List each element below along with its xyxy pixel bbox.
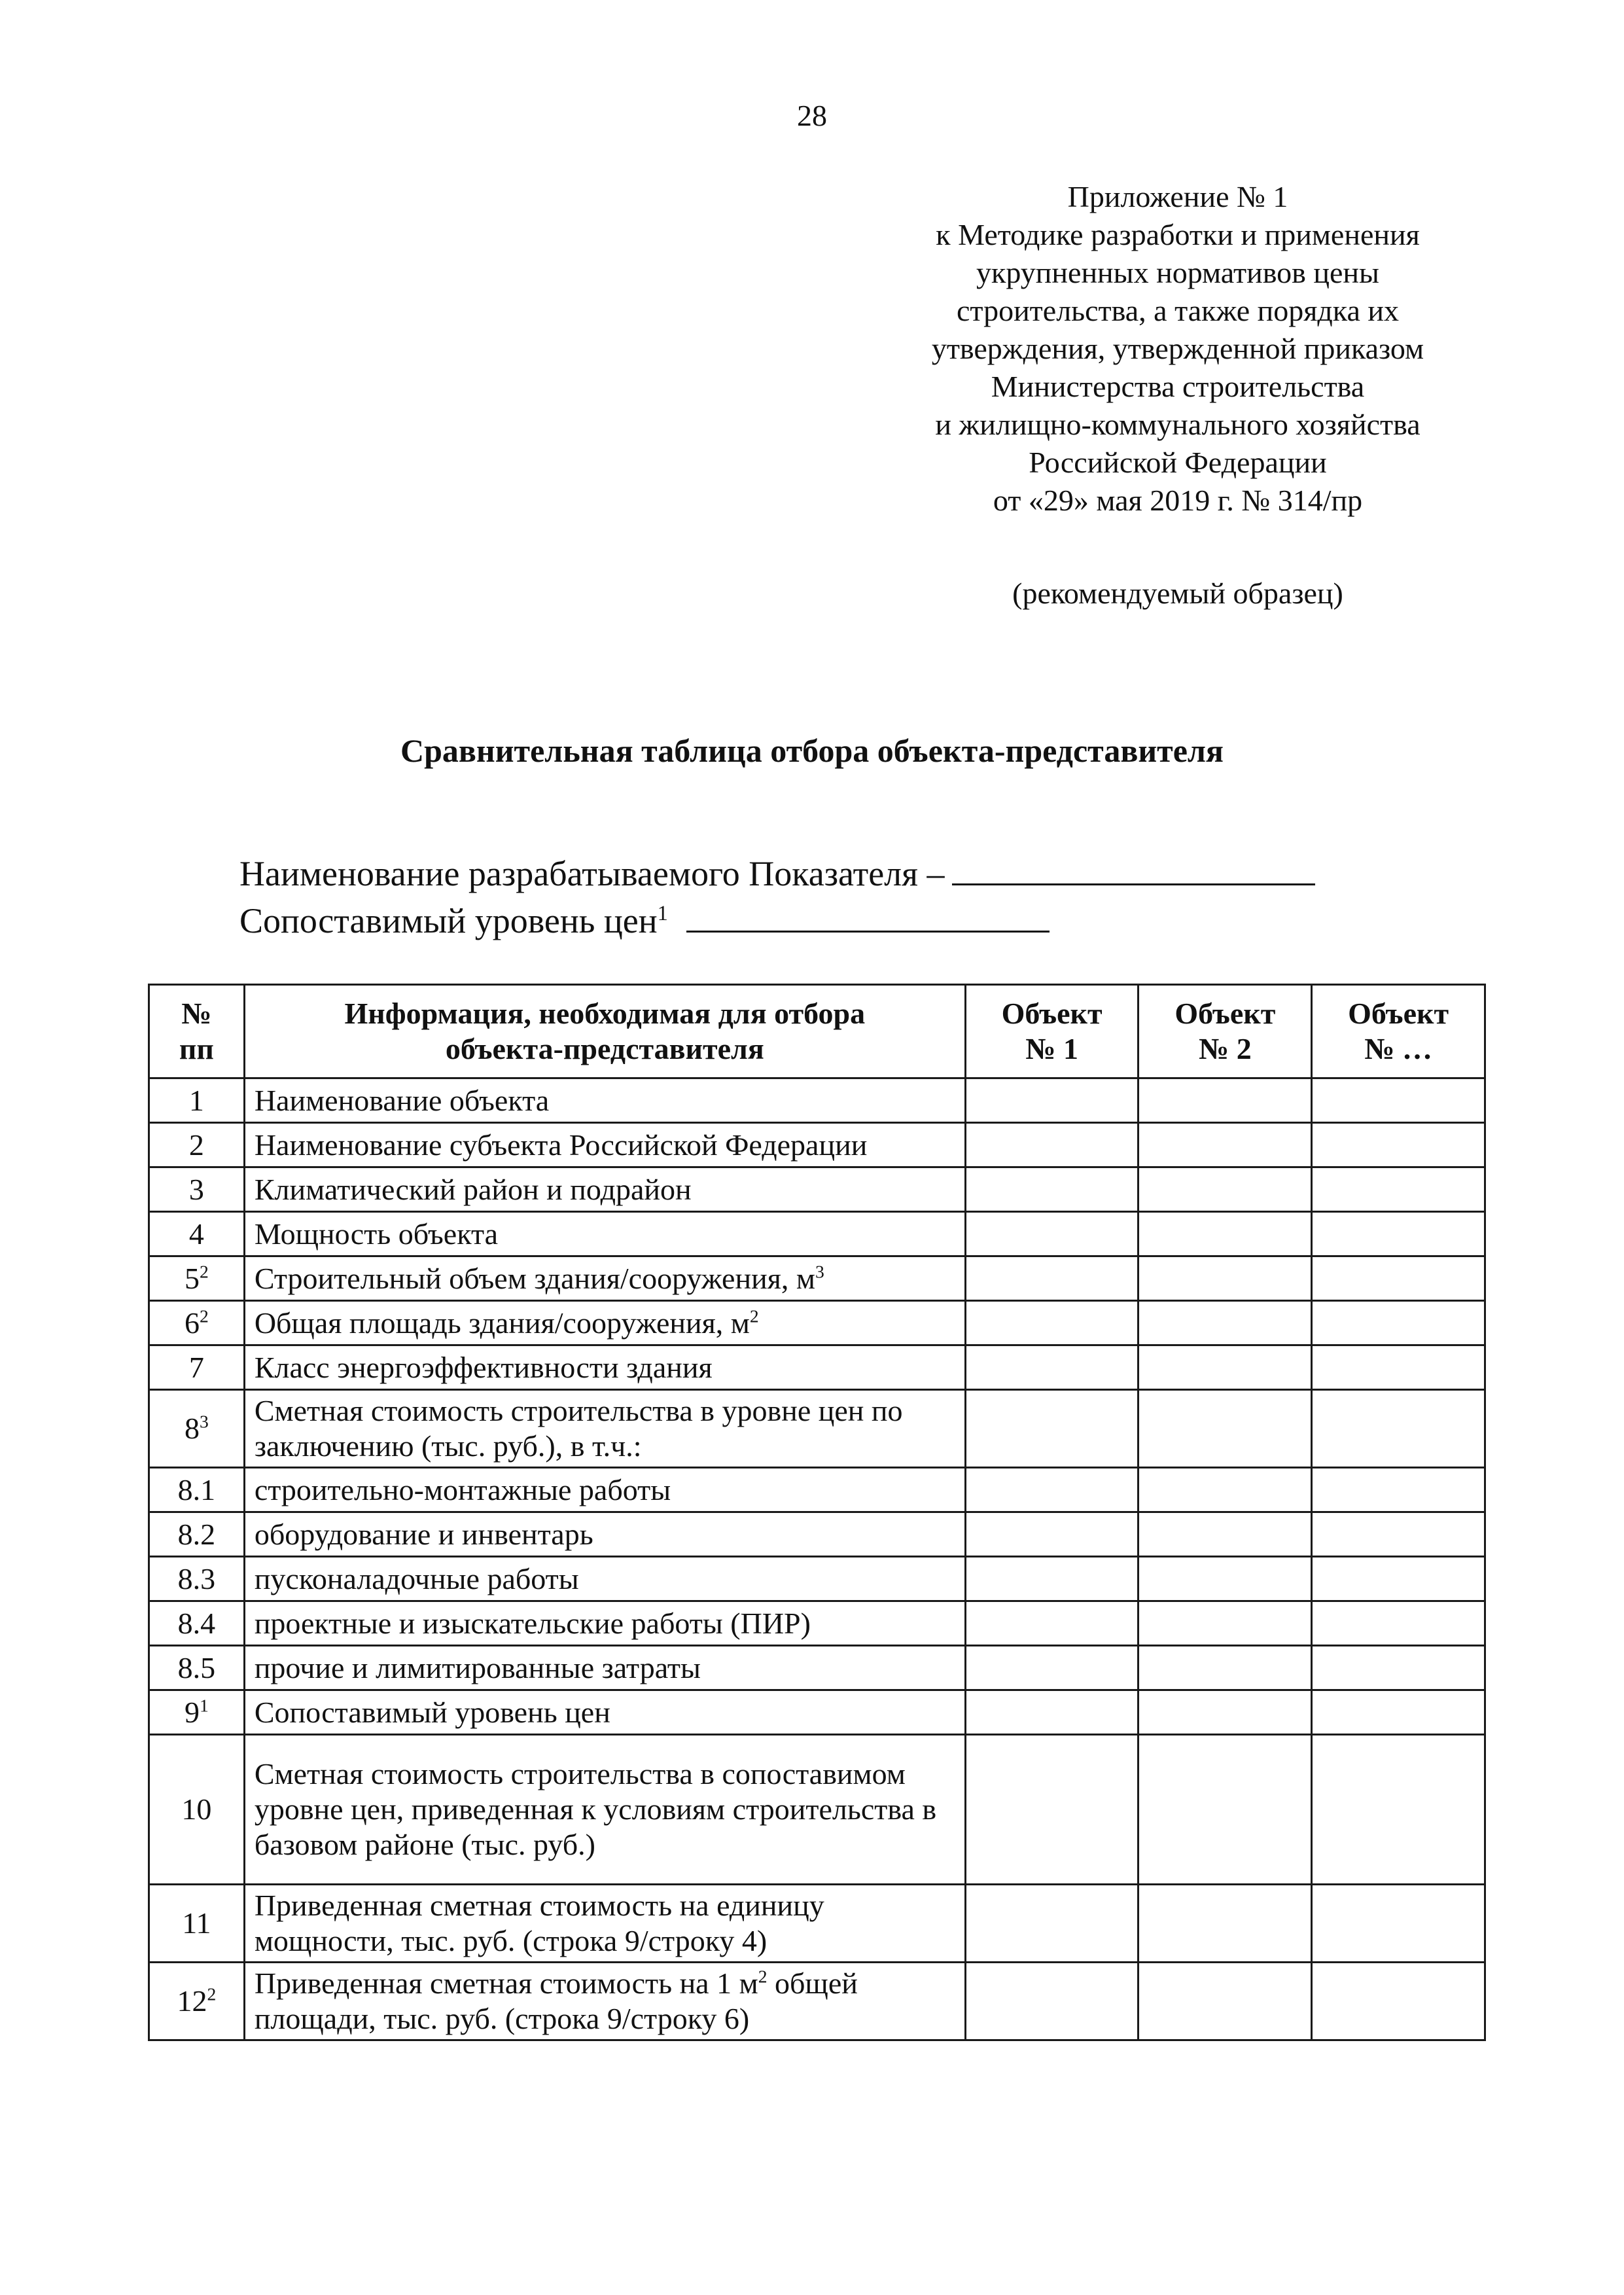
object-1-cell[interactable] xyxy=(965,1345,1139,1390)
object-2-cell[interactable] xyxy=(1139,1468,1312,1512)
object-n-cell[interactable] xyxy=(1312,1885,1485,1963)
table-row xyxy=(149,1557,1485,1601)
object-1-cell[interactable] xyxy=(965,1735,1139,1885)
table-row xyxy=(149,1256,1485,1301)
row-info: оборудование и инвентарь xyxy=(244,1512,965,1557)
row-number: 8.4 xyxy=(149,1601,245,1646)
table-row xyxy=(149,1963,1485,2040)
row-info: Строительный объем здания/сооружения, $м^3$ xyxy=(244,1256,965,1301)
row-number: 8.5 xyxy=(149,1646,245,1690)
row-info: Сопоставимый уровень цен xyxy=(244,1690,965,1735)
sample-note: (рекомендуемый образец) xyxy=(1012,577,1343,610)
object-n-cell[interactable] xyxy=(1312,1601,1485,1646)
object-n-cell[interactable] xyxy=(1312,1512,1485,1557)
row-info: Приведенная сметная стоимость на единицу мощности, тыс. руб. (строка 9/строку 4) xyxy=(244,1885,965,1963)
object-n-cell[interactable] xyxy=(1312,1078,1485,1123)
header-object-n: Объект № … xyxy=(1312,985,1485,1078)
object-2-cell[interactable] xyxy=(1139,1690,1312,1735)
row-info: Наименование объекта xyxy=(244,1078,965,1123)
header-object-2: Объект № 2 xyxy=(1139,985,1312,1078)
indicator-name-blank xyxy=(952,851,1315,885)
appendix-line: Российской Федерации xyxy=(1029,446,1327,479)
object-1-cell[interactable] xyxy=(965,1646,1139,1690)
object-n-cell[interactable] xyxy=(1312,1735,1485,1885)
header-num: № пп xyxy=(149,985,245,1078)
object-1-cell[interactable] xyxy=(965,1078,1139,1123)
row-info: Класс энергоэффективности здания xyxy=(244,1345,965,1390)
appendix-line: строительства, а также порядка их xyxy=(956,294,1399,327)
row-info: строительно-монтажные работы xyxy=(244,1468,965,1512)
table-row xyxy=(149,1512,1485,1557)
row-number: $8^3$ xyxy=(149,1390,245,1468)
object-2-cell[interactable] xyxy=(1139,1123,1312,1167)
object-1-cell[interactable] xyxy=(965,1167,1139,1212)
table-row xyxy=(149,1212,1485,1256)
object-n-cell[interactable] xyxy=(1312,1256,1485,1301)
row-number: 1 xyxy=(149,1078,245,1123)
price-level-blank xyxy=(686,898,1050,933)
table-row xyxy=(149,1646,1485,1690)
row-info: прочие и лимитированные затраты xyxy=(244,1646,965,1690)
header-info: Информация, необходимая для отбора объекта-представителя xyxy=(244,985,965,1078)
row-info: Мощность объекта xyxy=(244,1212,965,1256)
appendix-line: Министерства строительства xyxy=(991,370,1365,403)
price-level-field xyxy=(239,898,1050,941)
table-header-row xyxy=(149,985,1485,1078)
row-info: Сметная стоимость строительства в сопоставимом уровне цен, приведенная к условиям строительства в базовом районе (тыс. руб.) xyxy=(244,1735,965,1885)
object-n-cell[interactable] xyxy=(1312,1390,1485,1468)
object-2-cell[interactable] xyxy=(1139,1601,1312,1646)
table-row xyxy=(149,1345,1485,1390)
row-info: Сметная стоимость строительства в уровне цен по заключению (тыс. руб.), в т.ч.: xyxy=(244,1390,965,1468)
row-number: $9^1$ xyxy=(149,1690,245,1735)
object-1-cell[interactable] xyxy=(965,1963,1139,2040)
object-n-cell[interactable] xyxy=(1312,1646,1485,1690)
object-2-cell[interactable] xyxy=(1139,1167,1312,1212)
row-number: 4 xyxy=(149,1212,245,1256)
page-number: 28 xyxy=(797,99,827,132)
header-object-1: Объект № 1 xyxy=(965,985,1139,1078)
object-1-cell[interactable] xyxy=(965,1512,1139,1557)
object-2-cell[interactable] xyxy=(1139,1512,1312,1557)
object-2-cell[interactable] xyxy=(1139,1345,1312,1390)
appendix-block xyxy=(851,178,1505,520)
comparison-table xyxy=(148,984,1486,2041)
row-number: 8.1 xyxy=(149,1468,245,1512)
object-1-cell[interactable] xyxy=(965,1885,1139,1963)
table-row xyxy=(149,1301,1485,1345)
object-1-cell[interactable] xyxy=(965,1123,1139,1167)
row-number: $5^2$ xyxy=(149,1256,245,1301)
object-1-cell[interactable] xyxy=(965,1468,1139,1512)
row-info: Общая площадь здания/сооружения, $м^2$ xyxy=(244,1301,965,1345)
appendix-line: к Методике разработки и применения xyxy=(936,218,1420,251)
row-number: 11 xyxy=(149,1885,245,1963)
table-row xyxy=(149,1468,1485,1512)
object-2-cell[interactable] xyxy=(1139,1256,1312,1301)
object-2-cell[interactable] xyxy=(1139,1078,1312,1123)
document-title: Сравнительная таблица отбора объекта-представителя xyxy=(400,732,1224,769)
object-n-cell[interactable] xyxy=(1312,1690,1485,1735)
object-1-cell[interactable] xyxy=(965,1690,1139,1735)
object-2-cell[interactable] xyxy=(1139,1557,1312,1601)
object-1-cell[interactable] xyxy=(965,1601,1139,1646)
object-n-cell[interactable] xyxy=(1312,1167,1485,1212)
table-row xyxy=(149,1735,1485,1885)
row-number: 7 xyxy=(149,1345,245,1390)
object-n-cell[interactable] xyxy=(1312,1468,1485,1512)
row-number: 2 xyxy=(149,1123,245,1167)
row-number: $12^2$ xyxy=(149,1963,245,2040)
table-row xyxy=(149,1690,1485,1735)
object-2-cell[interactable] xyxy=(1139,1963,1312,2040)
object-2-cell[interactable] xyxy=(1139,1212,1312,1256)
row-info: проектные и изыскательские работы (ПИР) xyxy=(244,1601,965,1646)
table-row xyxy=(149,1078,1485,1123)
footnote-mark: 1 xyxy=(657,902,668,925)
object-n-cell[interactable] xyxy=(1312,1963,1485,2040)
row-number: 3 xyxy=(149,1167,245,1212)
object-n-cell[interactable] xyxy=(1312,1345,1485,1390)
object-n-cell[interactable] xyxy=(1312,1557,1485,1601)
object-2-cell[interactable] xyxy=(1139,1735,1312,1885)
object-n-cell[interactable] xyxy=(1312,1301,1485,1345)
object-1-cell[interactable] xyxy=(965,1212,1139,1256)
object-2-cell[interactable] xyxy=(1139,1390,1312,1468)
appendix-line: утверждения, утвержденной приказом xyxy=(931,332,1424,365)
row-number: 8.2 xyxy=(149,1512,245,1557)
table-row xyxy=(149,1123,1485,1167)
object-n-cell[interactable] xyxy=(1312,1212,1485,1256)
appendix-line: и жилищно-коммунального хозяйства xyxy=(935,408,1421,441)
indicator-name-label: Наименование разрабатываемого Показателя – xyxy=(239,854,945,893)
row-number: 10 xyxy=(149,1735,245,1885)
object-n-cell[interactable] xyxy=(1312,1123,1485,1167)
object-1-cell[interactable] xyxy=(965,1256,1139,1301)
indicator-name-field xyxy=(239,851,1315,894)
row-info: Наименование субъекта Российской Федерации xyxy=(244,1123,965,1167)
row-number: 8.3 xyxy=(149,1557,245,1601)
appendix-line: от «29» мая 2019 г. № 314/пр xyxy=(993,484,1363,517)
table-row xyxy=(149,1885,1485,1963)
appendix-line: Приложение № 1 xyxy=(1067,180,1288,213)
row-number: $6^2$ xyxy=(149,1301,245,1345)
object-2-cell[interactable] xyxy=(1139,1646,1312,1690)
price-level-label: Сопоставимый уровень цен xyxy=(239,901,658,940)
object-2-cell[interactable] xyxy=(1139,1301,1312,1345)
table-row xyxy=(149,1601,1485,1646)
object-1-cell[interactable] xyxy=(965,1557,1139,1601)
row-info: пусконаладочные работы xyxy=(244,1557,965,1601)
object-1-cell[interactable] xyxy=(965,1390,1139,1468)
table-row xyxy=(149,1390,1485,1468)
object-1-cell[interactable] xyxy=(965,1301,1139,1345)
row-info: Приведенная сметная стоимость на 1 $м^2$ общей площади, тыс. руб. (строка 9/строку 6) xyxy=(244,1963,965,2040)
table-row xyxy=(149,1167,1485,1212)
appendix-line: укрупненных нормативов цены xyxy=(976,256,1379,289)
object-2-cell[interactable] xyxy=(1139,1885,1312,1963)
row-info: Климатический район и подрайон xyxy=(244,1167,965,1212)
